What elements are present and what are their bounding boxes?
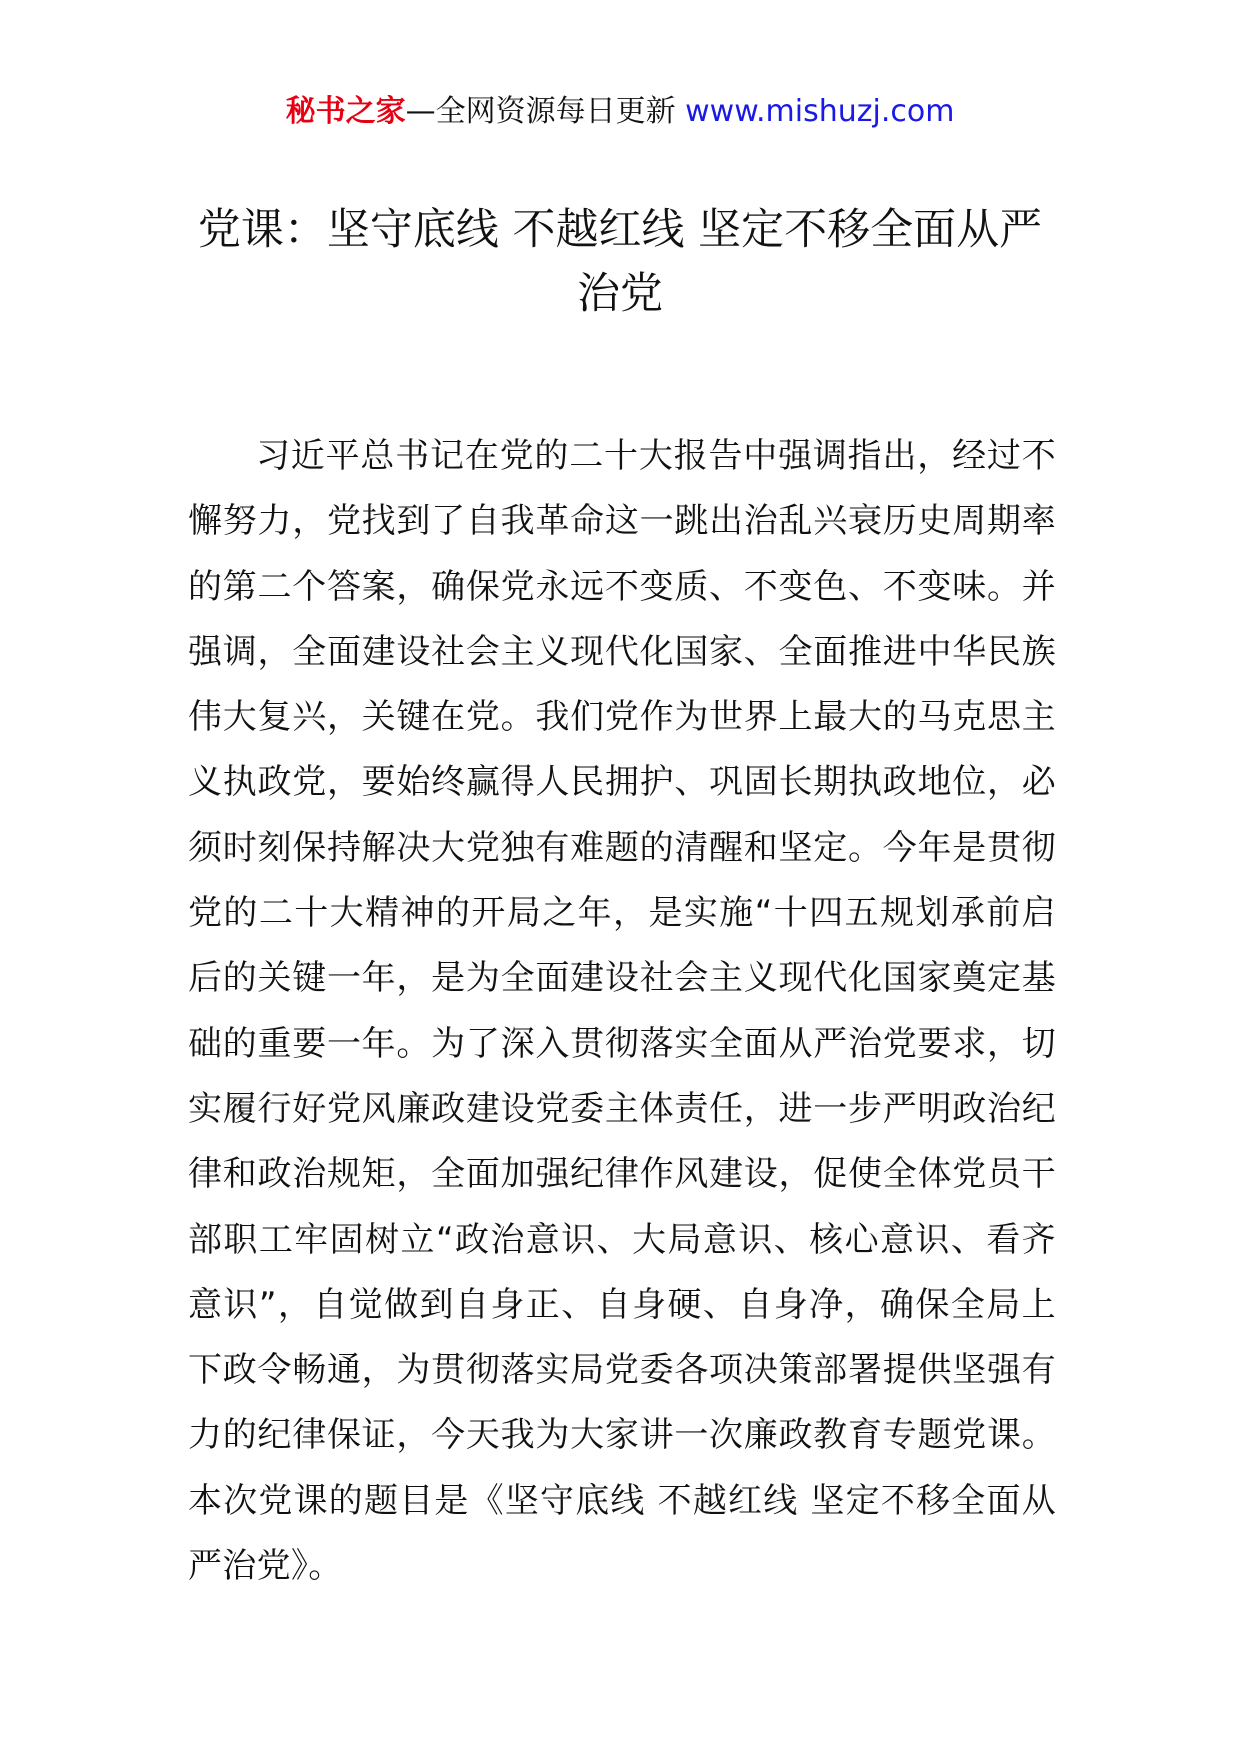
site-header (0, 92, 1240, 132)
document-body-paragraph: 习近平总书记在党的二十大报告中强调指出，经过不懈努力，党找到了自我革命这一跳出治乱兴衰历史周期率的第二个答案，确保党永远不变质、不变色、不变味。并强调，全面建设社会主义现代化国家、全面推进中华民族伟大复兴，关键在党。我们党作为世界上最大的马克思主义执政党，要始终赢得人民拥护、巩固长期执政地位，必须时刻保持解决大党独有难题的清醒和坚定。今年是贯彻党的二十大精神的开局之年，是实施“十四五规划承前启后的关键一年，是为全面建设社会主义现代化国家奠定基础的重要一年。为了深入贯彻落实全面从严治党要求，切实履行好党风廉政建设党委主体责任，进一步严明政治纪律和政治规矩，全面加强纪律作风建设，促使全体党员干部职工牢固树立“政治意识、大局意识、核心意识、看齐意识”，自觉做到自身正、自身硬、自身净，确保全局上下政令畅通，为贯彻落实局党委各项决策部署提供坚强有力的纪律保证，今天我为大家讲一次廉政教育专题党课。本次党课的题目是《坚守底线 不越红线 坚定不移全面从严治党》。 (188, 436, 1056, 1587)
site-slogan: —全网资源每日更新 (405, 94, 686, 129)
site-brand: 秘书之家 (285, 94, 406, 129)
site-url-link[interactable]: www.mishuzj.com (685, 94, 955, 129)
document-title: 党课：坚守底线 不越红线 坚定不移全面从严治党 (197, 205, 1043, 319)
